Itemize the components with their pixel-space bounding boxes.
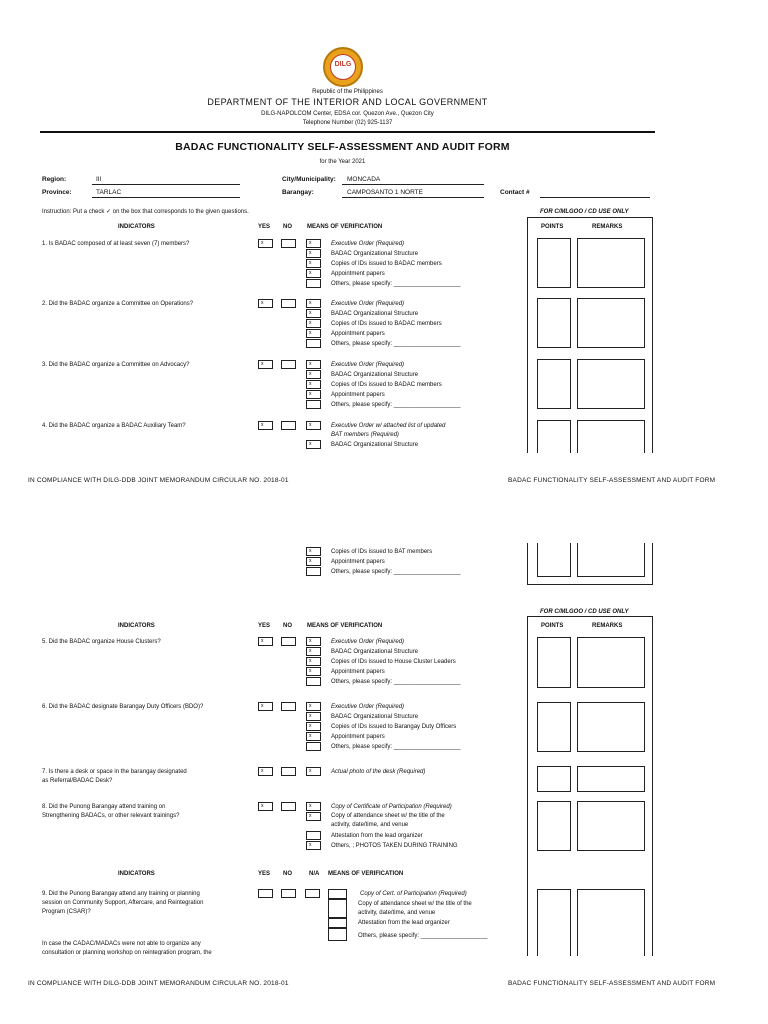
address-text: DILG-NAPOLCOM Center, EDSA cor. Quezon Ave., Quezon City — [261, 111, 434, 117]
points-header-p2: POINTS — [541, 623, 564, 629]
q4-mov5: Others, please specify: ____________________ — [331, 569, 461, 575]
q2-mov5-checkbox[interactable] — [306, 339, 321, 348]
q2-mov1: Executive Order (Required) — [331, 301, 405, 307]
q7-no-checkbox[interactable] — [281, 767, 296, 776]
q3-mov2: BADAC Organizational Structure — [331, 372, 419, 378]
question-7a: 7. Is there a desk or space in the barangay designated — [42, 769, 187, 775]
q8-mov2a: Copy of attendance sheet w/ the title of the — [331, 813, 445, 819]
mov-header-q9: MEANS OF VERIFICATION — [328, 871, 404, 877]
q6-mov1: Executive Order (Required) — [331, 704, 405, 710]
q1-mov4-checkbox[interactable]: x — [306, 269, 321, 278]
q9-yes-checkbox[interactable] — [258, 889, 273, 898]
yes-header-q9: YES — [258, 871, 271, 877]
barangay-value: CAMPOSANTO 1 NORTE — [347, 189, 423, 196]
department-name: DEPARTMENT OF THE INTERIOR AND LOCAL GOVERNMENT — [207, 97, 488, 107]
q8-mov4-checkbox[interactable]: x — [306, 841, 321, 850]
q5-mov1: Executive Order (Required) — [331, 639, 405, 645]
q9-points-box[interactable] — [537, 889, 571, 956]
question-7b: as Referral/BADAC Desk? — [42, 778, 113, 784]
q3-mov5: Others, please specify: ____________________ — [331, 402, 461, 408]
indicators-header: INDICATORS — [118, 224, 155, 230]
question-5: 5. Did the BADAC organize House Clusters? — [42, 639, 161, 645]
q6-remarks-box[interactable] — [577, 702, 645, 752]
q6-mov5: Others, please specify: ____________________ — [331, 744, 461, 750]
q4-mov2: BADAC Organizational Structure — [331, 442, 419, 448]
header-divider — [40, 131, 655, 133]
region-value: III — [96, 176, 102, 183]
footer-left-p1: IN COMPLIANCE WITH DILG-DDB JOINT MEMORANDUM CIRCULAR NO. 2018-01 — [28, 477, 289, 484]
q9-no-checkbox[interactable] — [281, 889, 296, 898]
q4-mov4-checkbox[interactable]: x — [306, 557, 321, 566]
q1-mov3: Copies of IDs issued to BADAC members — [331, 261, 442, 267]
instruction-text: Instruction: Put a check ✓ on the box that corresponds to the given questions. — [42, 209, 249, 215]
q8-mov1: Copy of Certificate of Participation (Required) — [331, 804, 452, 810]
dilg-logo — [323, 47, 363, 87]
no-header-p2: NO — [283, 623, 292, 629]
q4-mov1a: Executive Order w/ attached list of updated — [331, 423, 446, 429]
q5-remarks-box[interactable] — [577, 637, 645, 688]
q6-mov5-checkbox[interactable] — [306, 742, 321, 751]
yes-header-p2: YES — [258, 623, 271, 629]
province-label: Province: — [42, 189, 72, 196]
barangay-label: Barangay: — [282, 189, 314, 196]
question-4: 4. Did the BADAC organize a BADAC Auxiliary Team? — [42, 423, 186, 429]
question-3: 3. Did the BADAC organize a Committee on Advocacy? — [42, 362, 190, 368]
q3-mov1-checkbox[interactable]: x — [306, 360, 321, 369]
remarks-header-p2: REMARKS — [592, 623, 623, 629]
question-2: 2. Did the BADAC organize a Committee on Operations? — [42, 301, 194, 307]
no-header-q9: NO — [283, 871, 292, 877]
q3-mov3-checkbox[interactable]: x — [306, 380, 321, 389]
question-1: 1. Is BADAC composed of at least seven (7) members? — [42, 241, 190, 247]
q2-mov3-checkbox[interactable]: x — [306, 319, 321, 328]
q4-mov3: Copies of IDs issued to BAT members — [331, 549, 433, 555]
q5-mov4: Appointment papers — [331, 669, 385, 675]
q6-points-box[interactable] — [537, 702, 571, 752]
q3-mov5-checkbox[interactable] — [306, 400, 321, 409]
telephone-text: Telephone Number (02) 925-1137 — [302, 120, 393, 126]
q1-yes-checkbox[interactable]: x — [258, 239, 273, 248]
q9-mov4: Others, please specify: ____________________ — [358, 933, 488, 939]
city-label: City/Municipality: — [282, 176, 336, 183]
q4-mov2-checkbox[interactable]: x — [306, 440, 321, 449]
question-6: 6. Did the BADAC designate Barangay Duty Officers (BDO)? — [42, 704, 204, 710]
q2-no-checkbox[interactable] — [281, 299, 296, 308]
q5-mov5: Others, please specify: ____________________ — [331, 679, 461, 685]
q5-mov1-checkbox[interactable]: x — [306, 637, 321, 646]
q7-remarks-box[interactable] — [577, 766, 645, 792]
q8-mov1-checkbox[interactable]: x — [306, 802, 321, 811]
question-8b: Strengthening BADACs, or other relevant trainings? — [42, 813, 180, 819]
q2-mov5: Others, please specify: ____________________ — [331, 341, 461, 347]
q6-mov2-checkbox[interactable]: x — [306, 712, 321, 721]
q6-yes-checkbox[interactable]: x — [258, 702, 273, 711]
region-underline — [92, 184, 240, 185]
q5-mov4-checkbox[interactable]: x — [306, 667, 321, 676]
q9-mov3-checkbox[interactable] — [328, 918, 347, 928]
province-value: TARLAC — [96, 189, 122, 196]
city-value: MONCADA — [347, 176, 381, 183]
q2-yes-checkbox[interactable]: x — [258, 299, 273, 308]
mov-header: MEANS OF VERIFICATION — [307, 224, 383, 230]
q8-yes-checkbox[interactable]: x — [258, 802, 273, 811]
q7-mov1-checkbox[interactable]: x — [306, 767, 321, 776]
q3-no-checkbox[interactable] — [281, 360, 296, 369]
region-label: Region: — [42, 176, 67, 183]
q1-remarks-box[interactable] — [577, 238, 645, 288]
q1-mov3-checkbox[interactable]: x — [306, 259, 321, 268]
q1-mov5: Others, please specify: ____________________ — [331, 281, 461, 287]
q8-mov3: Attestation from the lead organizer — [331, 833, 423, 839]
q2-mov2: BADAC Organizational Structure — [331, 311, 419, 317]
q4-remarks-box-cont[interactable] — [577, 543, 645, 577]
q5-yes-checkbox[interactable]: x — [258, 637, 273, 646]
q2-mov2-checkbox[interactable]: x — [306, 309, 321, 318]
q1-mov4: Appointment papers — [331, 271, 385, 277]
q4-remarks-box[interactable] — [577, 420, 645, 453]
q3-mov4: Appointment papers — [331, 392, 385, 398]
q3-points-box[interactable] — [537, 359, 571, 409]
q6-no-checkbox[interactable] — [281, 702, 296, 711]
q8-remarks-box[interactable] — [577, 801, 645, 851]
q5-mov3: Copies of IDs issued to House Cluster Leaders — [331, 659, 456, 665]
indicators-header-q9: INDICATORS — [118, 871, 155, 877]
q5-mov2-checkbox[interactable]: x — [306, 647, 321, 656]
q1-mov5-checkbox[interactable] — [306, 279, 321, 288]
q1-points-box[interactable] — [537, 238, 571, 288]
q7-yes-checkbox[interactable]: x — [258, 767, 273, 776]
indicators-header-p2: INDICATORS — [118, 623, 155, 629]
mov-header-p2: MEANS OF VERIFICATION — [307, 623, 383, 629]
republic-text: Republic of the Philippines — [312, 89, 383, 95]
q6-mov4: Appointment papers — [331, 734, 385, 740]
q9-mov1-checkbox[interactable] — [328, 889, 347, 899]
form-year: for the Year 2021 — [319, 159, 366, 165]
q9-remarks-box[interactable] — [577, 889, 645, 956]
city-underline — [342, 184, 484, 185]
q3-mov2-checkbox[interactable]: x — [306, 370, 321, 379]
q4-no-checkbox[interactable] — [281, 421, 296, 430]
q5-no-checkbox[interactable] — [281, 637, 296, 646]
contact-underline — [540, 197, 650, 198]
question-9a: 9. Did the Punong Barangay attend any training or planning — [42, 891, 200, 897]
q1-mov1-checkbox[interactable]: x — [306, 239, 321, 248]
q5-mov3-checkbox[interactable]: x — [306, 657, 321, 666]
q5-mov2: BADAC Organizational Structure — [331, 649, 419, 655]
q4-mov4: Appointment papers — [331, 559, 385, 565]
q2-mov1-checkbox[interactable]: x — [306, 299, 321, 308]
q9-mov2a: Copy of attendance sheet w/ the title of the — [358, 901, 472, 907]
q2-points-box[interactable] — [537, 298, 571, 348]
q2-mov4: Appointment papers — [331, 331, 385, 337]
question-8a: 8. Did the Punong Barangay attend training on — [42, 804, 166, 810]
q3-mov4-checkbox[interactable]: x — [306, 390, 321, 399]
q4-mov3-checkbox[interactable]: x — [306, 547, 321, 556]
q1-mov1: Executive Order (Required) — [331, 241, 405, 247]
q1-mov2: BADAC Organizational Structure — [331, 251, 419, 257]
q8-mov2b: activity, date/time, and venue — [331, 822, 409, 828]
q7-points-box[interactable] — [537, 766, 571, 792]
footer-right-p2: BADAC FUNCTIONALITY SELF-ASSESSMENT AND AUDIT FORM — [508, 980, 716, 987]
q1-mov2-checkbox[interactable]: x — [306, 249, 321, 258]
q8-mov4: Others, ; PHOTOS TAKEN DURING TRAINING — [331, 843, 458, 849]
q8-mov3-checkbox[interactable] — [306, 831, 321, 840]
logo-text: DILG — [334, 61, 352, 68]
q4-mov1-checkbox[interactable]: x — [306, 421, 321, 430]
q4-points-box[interactable] — [537, 420, 571, 453]
q2-remarks-box[interactable] — [577, 298, 645, 348]
q7-mov1: Actual photo of the desk (Required) — [331, 769, 426, 775]
q9-mov3: Attestation from the lead organizer — [358, 920, 450, 926]
q9-mov2b: activity, date/time, and venue — [358, 910, 436, 916]
contact-label: Contact # — [500, 189, 530, 196]
remarks-header: REMARKS — [592, 224, 623, 230]
q4-yes-checkbox[interactable]: x — [258, 421, 273, 430]
footer-left-p2: IN COMPLIANCE WITH DILG-DDB JOINT MEMORANDUM CIRCULAR NO. 2018-01 — [28, 980, 289, 987]
q3-remarks-box[interactable] — [577, 359, 645, 409]
q8-mov2-checkbox[interactable]: x — [306, 812, 321, 821]
barangay-underline — [342, 197, 484, 198]
cmlgoo-label: FOR C/MLGOO / CD USE ONLY — [540, 209, 629, 215]
q6-mov4-checkbox[interactable]: x — [306, 732, 321, 741]
question-9-note1: In case the CADAC/MADACs were not able to organize any — [42, 941, 201, 947]
q6-mov1-checkbox[interactable]: x — [306, 702, 321, 711]
no-header: NO — [283, 224, 292, 230]
q9-mov4-checkbox[interactable] — [328, 928, 347, 941]
cmlgoo-label-p2: FOR C/MLGOO / CD USE ONLY — [540, 609, 629, 615]
province-underline — [92, 197, 240, 198]
q3-yes-checkbox[interactable]: x — [258, 360, 273, 369]
form-title: BADAC FUNCTIONALITY SELF-ASSESSMENT AND AUDIT FORM — [175, 141, 510, 153]
q4-points-box-cont[interactable] — [537, 543, 571, 577]
q8-no-checkbox[interactable] — [281, 802, 296, 811]
q6-mov3-checkbox[interactable]: x — [306, 722, 321, 731]
na-header-q9: N/A — [309, 871, 320, 877]
points-header: POINTS — [541, 224, 564, 230]
q2-mov3: Copies of IDs issued to BADAC members — [331, 321, 442, 327]
q9-na-checkbox[interactable] — [305, 889, 320, 898]
q6-mov3: Copies of IDs issued to Barangay Duty Officers — [331, 724, 457, 730]
q1-no-checkbox[interactable] — [281, 239, 296, 248]
yes-header: YES — [258, 224, 271, 230]
question-9c: Program (CSAR)? — [42, 909, 91, 915]
question-9-note2: consultation or planning workshop on reintegration program, the — [42, 950, 212, 955]
q6-mov2: BADAC Organizational Structure — [331, 714, 419, 720]
q5-mov5-checkbox[interactable] — [306, 677, 321, 686]
q3-mov1: Executive Order (Required) — [331, 362, 405, 368]
q8-points-box[interactable] — [537, 801, 571, 851]
q2-mov4-checkbox[interactable]: x — [306, 329, 321, 338]
q5-points-box[interactable] — [537, 637, 571, 688]
question-9b: session on Community Support, Aftercare, and Reintegration — [42, 900, 204, 906]
q4-mov5-checkbox[interactable] — [306, 567, 321, 576]
q9-mov2-checkbox[interactable] — [328, 899, 347, 918]
footer-right-p1: BADAC FUNCTIONALITY SELF-ASSESSMENT AND AUDIT FORM — [508, 477, 716, 484]
q9-mov1: Copy of Cert. of Participation (Required) — [360, 891, 467, 897]
q3-mov3: Copies of IDs issued to BADAC members — [331, 382, 442, 388]
q4-mov1b: BAT members (Required) — [331, 432, 399, 438]
